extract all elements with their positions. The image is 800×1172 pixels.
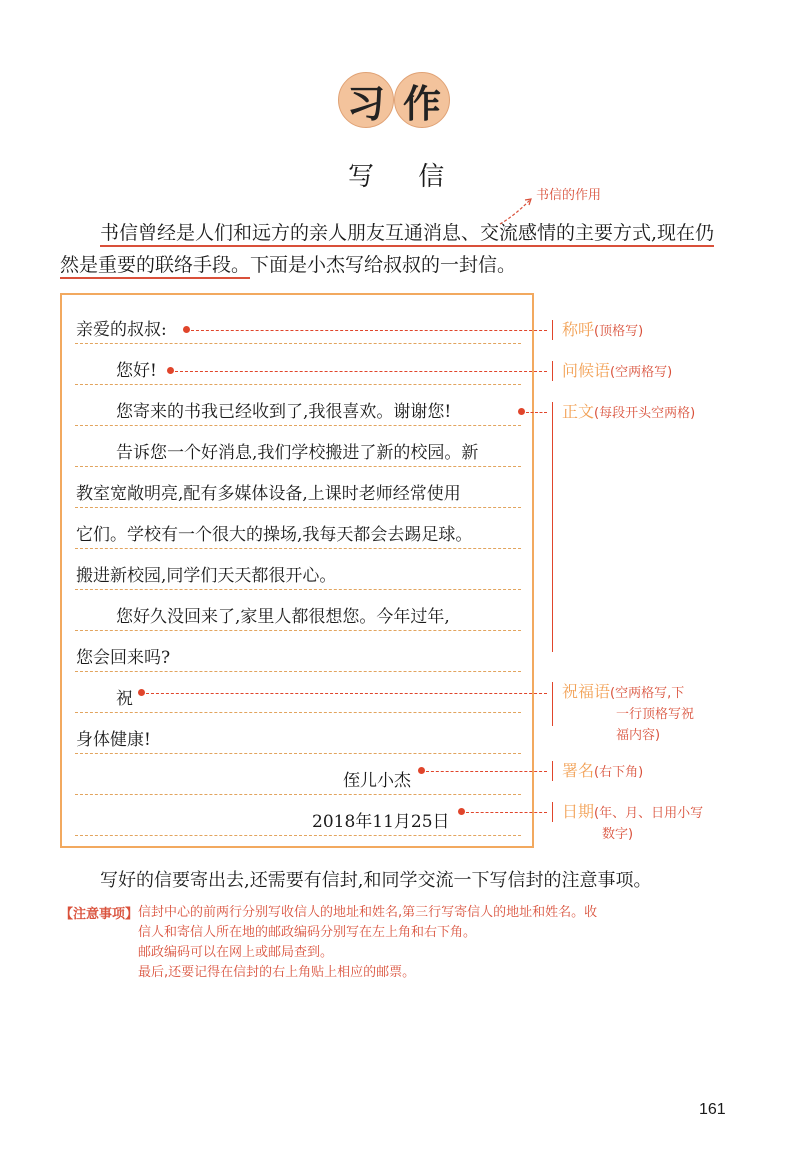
tips-line: 最后,还要记得在信封的右上角贴上相应的邮票。 <box>138 965 416 980</box>
rule-line <box>75 343 521 344</box>
letter-body-line: 搬进新校园,同学们天天都很开心。 <box>76 566 337 586</box>
salutation-leader <box>191 330 547 331</box>
date-bracket <box>552 802 553 822</box>
intro-rest: 下面是小杰写给叔叔的一封信。 <box>250 254 517 276</box>
rule-line <box>75 425 521 426</box>
rule-line <box>75 589 521 590</box>
page-number: 161 <box>699 1101 726 1118</box>
wishes-leader <box>146 693 547 694</box>
greeting-dot <box>167 367 174 374</box>
rule-line <box>75 712 521 713</box>
envelope-instruction: 写好的信要寄出去,还需要有信封,和同学交流一下写信封的注意事项。 <box>100 870 652 891</box>
letter-body-line: 它们。学校有一个很大的操场,我每天都会去踢足球。 <box>76 525 473 545</box>
tips-line: 信封中心的前两行分别写收信人的地址和姓名,第三行写寄信人的地址和姓名。收 <box>138 905 598 920</box>
letter-date: 2018年11月25日 <box>312 812 450 832</box>
title-char-2: 作 <box>394 72 450 128</box>
letter-body-line: 告诉您一个好消息,我们学校搬进了新的校园。新 <box>116 443 479 463</box>
label-salutation-main: 称呼 <box>562 320 595 339</box>
label-greeting <box>562 361 672 383</box>
intro-underlined-2: 然是重要的联络手段。 <box>60 254 250 279</box>
label-wishes-note-3: 福内容) <box>616 728 661 743</box>
body-bracket <box>552 402 553 652</box>
label-body-main: 正文 <box>562 402 595 421</box>
rule-line <box>75 794 521 795</box>
label-date-note-2: 数字) <box>602 827 634 842</box>
letter-body-line: 您会回来吗? <box>76 648 171 668</box>
rule-line <box>75 384 521 385</box>
tips-line: 信人和寄信人所在地的邮政编码分别写在左上角和右下角。 <box>138 925 477 940</box>
signature-bracket <box>552 761 553 781</box>
wishes-dot <box>138 689 145 696</box>
label-body-note: (每段开头空两格) <box>594 406 696 421</box>
wishes-bracket <box>552 682 553 726</box>
rule-line <box>75 835 521 836</box>
label-wishes-main: 祝福语 <box>562 682 611 701</box>
letter-body-line: 您好久没回来了,家里人都很想您。今年过年, <box>116 607 450 627</box>
letter-body-line: 教室宽敞明亮,配有多媒体设备,上课时老师经常使用 <box>76 484 461 504</box>
page-subtitle: 写 信 <box>348 162 463 192</box>
salutation-bracket <box>552 320 553 340</box>
label-body <box>562 402 695 424</box>
label-signature-main: 署名 <box>562 761 595 780</box>
intro-underlined-1: 书信曾经是人们和远方的亲人朋友互通消息、交流感情的主要方式,现在仍 <box>100 222 714 247</box>
label-date-main: 日期 <box>562 802 595 821</box>
rule-line <box>75 507 521 508</box>
letter-wishes-content: 身体健康! <box>76 730 151 750</box>
letter-salutation: 亲爱的叔叔: <box>76 320 167 340</box>
label-salutation <box>562 320 643 342</box>
letter-greeting: 您好! <box>116 361 157 381</box>
label-date <box>562 802 703 845</box>
label-wishes <box>562 682 694 746</box>
label-greeting-note: (空两格写) <box>610 365 673 380</box>
letter-signature: 侄儿小杰 <box>343 771 411 791</box>
date-leader <box>466 812 547 813</box>
label-greeting-main: 问候语 <box>562 361 611 380</box>
body-dot <box>518 408 525 415</box>
signature-dot <box>418 767 425 774</box>
signature-leader <box>426 771 547 772</box>
tips-tag: 【注意事项】 <box>60 907 139 922</box>
rule-line <box>75 630 521 631</box>
intro-paragraph <box>60 218 740 280</box>
label-signature <box>562 761 643 783</box>
salutation-dot <box>183 326 190 333</box>
letter-body-line: 您寄来的书我已经收到了,我很喜欢。谢谢您! <box>116 402 452 422</box>
label-date-note-1: (年、月、日用小写 <box>594 806 704 821</box>
rule-line <box>75 753 521 754</box>
letter-wishes: 祝 <box>116 689 133 709</box>
label-wishes-note-1: (空两格写,下 <box>610 686 685 701</box>
greeting-bracket <box>552 361 553 381</box>
greeting-leader <box>175 371 547 372</box>
date-dot <box>458 808 465 815</box>
purpose-annotation: 书信的作用 <box>536 188 602 203</box>
label-wishes-note-2: 一行顶格写祝 <box>616 707 695 722</box>
label-signature-note: (右下角) <box>594 765 644 780</box>
title-char-1: 习 <box>338 72 394 128</box>
rule-line <box>75 548 521 549</box>
rule-line <box>75 671 521 672</box>
body-leader <box>526 412 547 413</box>
tips-line: 邮政编码可以在网上或邮局查到。 <box>138 945 334 960</box>
rule-line <box>75 466 521 467</box>
label-salutation-note: (顶格写) <box>594 324 644 339</box>
